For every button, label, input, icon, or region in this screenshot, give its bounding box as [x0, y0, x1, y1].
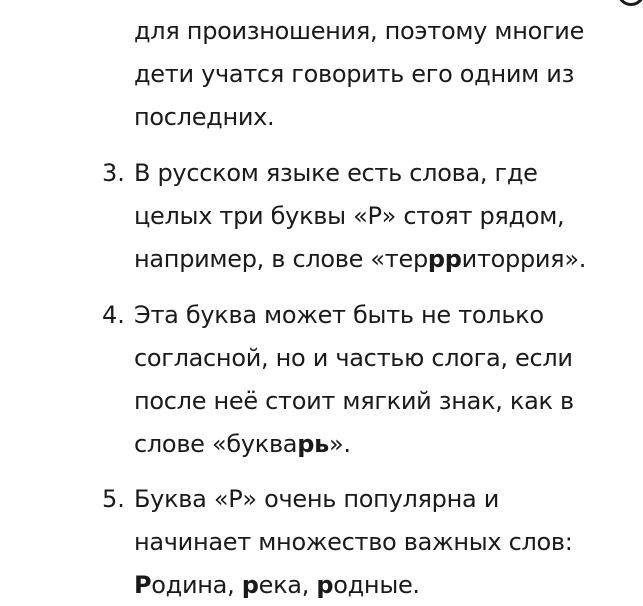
bold-letters: р: [316, 571, 334, 599]
list-item-3-line: [134, 238, 586, 280]
list-item-2-line: для произношения, поэтому многие: [134, 17, 585, 45]
text-segment: иторрия».: [461, 245, 587, 273]
bold-letters: Р: [134, 571, 152, 599]
text-segment: слове «буква: [134, 430, 298, 458]
circle-icon: [617, 0, 643, 6]
list-item-2-line: дети учатся говорить его одним из: [134, 60, 575, 88]
list-item-4-number: 4.: [102, 301, 125, 329]
text-segment: одные.: [333, 571, 420, 599]
list-item-3-line: В русском языке есть слова, где: [134, 159, 538, 187]
list-item-5-line: начинает множество важных слов:: [134, 528, 573, 556]
list-item-4-line: [134, 423, 351, 465]
text-segment: ».: [328, 430, 351, 458]
list-item-5-number: 5.: [102, 485, 125, 513]
text-segment: ека,: [258, 571, 317, 599]
bold-letters: рь: [297, 430, 329, 458]
text-segment: одина,: [151, 571, 242, 599]
list-item-5-line: Буква «Р» очень популярна и: [134, 485, 500, 513]
cropped-icon-fragment: [609, 0, 643, 12]
list-item-4-line: после неё стоит мягкий знак, как в: [134, 387, 574, 415]
bold-letters: р: [241, 571, 259, 599]
list-item-3-line: целых три буквы «Р» стоят рядом,: [134, 202, 565, 230]
list-item-3-number: 3.: [102, 159, 125, 187]
text-segment: например, в слове «тер: [134, 245, 428, 273]
list-item-2-line: последних.: [134, 103, 275, 131]
list-item-4-line: согласной, но и частью слога, если: [134, 344, 573, 372]
list-item-4-line: Эта буква может быть не только: [134, 301, 544, 329]
bold-letters: рр: [427, 245, 462, 273]
